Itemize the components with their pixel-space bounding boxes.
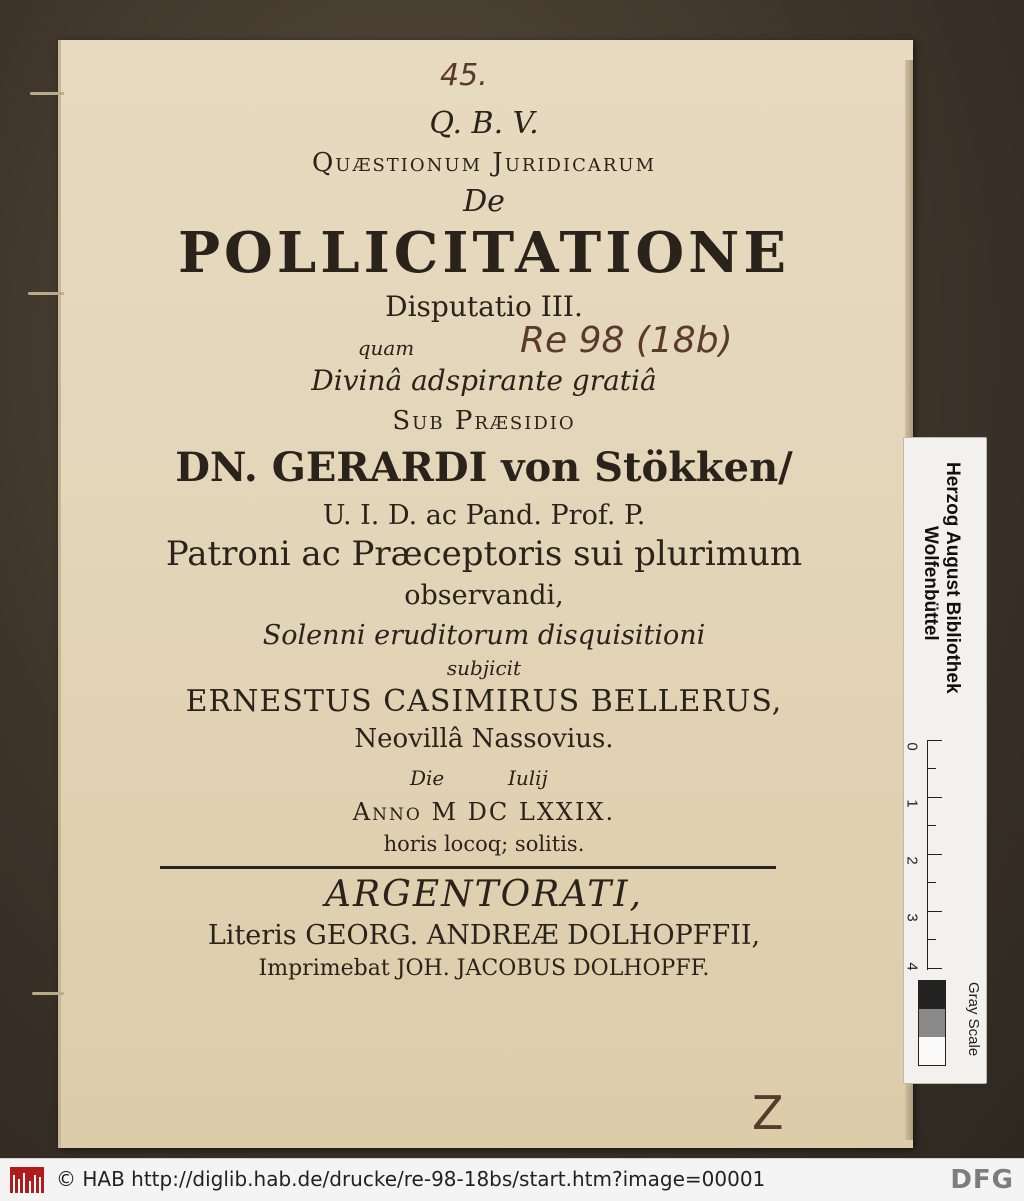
printer-line-2: Imprimebat JOH. JACOBUS DOLHOPFF. [258,956,710,981]
respondent-name: ERNESTUS CASIMIRUS BELLERUS, [185,684,783,719]
ruler-tick-label: 3 [903,913,921,922]
main-title: POLLICITATIONE [177,220,791,286]
solenni-line: Solenni eruditorum disquisitioni [262,620,706,651]
gray-cell-dark [919,981,945,1009]
anno-line: Anno M DC LXXIX. [352,798,616,826]
ruler-tick-label: 2 [903,856,921,865]
gray-cell-mid [919,1009,945,1037]
ruler-tick [928,854,942,855]
ruler-tick [928,797,942,798]
ruler-tick [928,740,942,741]
ruler-tick [928,911,942,912]
source-link[interactable]: © HAB http://diglib.hab.de/drucke/re-98-18bs/start.htm?image=00001 [56,1167,766,1191]
ruler-tick [928,825,936,826]
origin-line: Neovillâ Nassovius. [354,724,614,754]
divina-line: Divinâ adspirante gratiâ [311,364,657,397]
quam-line: quam [357,336,415,360]
ruler-library-city: Wolfenbüttel [920,526,941,641]
gray-cell-light [919,1037,945,1065]
praeses-name: DN. GERARDI von Stökken/ [175,444,793,491]
series-title: Quæstionum Juridicarum [311,148,657,178]
footer-bar [0,1158,1024,1201]
de-line: De [463,184,505,219]
binding-thread [30,92,64,95]
iulii-word: Iulij [508,766,548,790]
ruler-tick [928,939,936,940]
observandi-line: observandi, [404,580,564,611]
ruler-library-name: Herzog August Bibliothek [942,462,963,694]
binding-thread [32,992,64,995]
subjicit-line: subjicit [446,656,522,680]
handwritten-number: 45. [440,58,488,93]
ruler-tick-label: 1 [903,799,921,808]
printer-rule [160,866,776,869]
gray-scale-patch [918,980,946,1066]
centimeter-scale [927,740,944,970]
ruler-tick [928,882,936,883]
die-word: Die [410,766,445,790]
dfg-logo: DFG [950,1165,1014,1195]
ruler-tick [928,968,942,969]
disputatio-line: Disputatio III. [385,290,583,323]
qbv-line: Q. B. V. [429,106,539,141]
handwritten-shelfmark: Re 98 (18b) [520,320,733,361]
sub-praesidio-line: Sub Præsidio [392,406,576,436]
city-line: ARGENTORATI, [325,874,643,915]
ruler-tick [928,768,936,769]
handwritten-mark: Z [752,1086,784,1140]
horis-line: horis locoq; solitis. [383,832,585,856]
patroni-line: Patroni ac Præceptoris sui plurimum [165,534,803,574]
printer-line-1: Literis GEORG. ANDREÆ DOLHOPFFII, [207,920,761,951]
praeses-title: U. I. D. ac Pand. Prof. P. [322,500,646,531]
ruler-tick-label: 4 [903,962,921,971]
ruler-tick-label: 0 [903,742,921,751]
gray-scale-label: Gray Scale [965,982,982,1057]
hab-logo-icon [10,1167,44,1193]
